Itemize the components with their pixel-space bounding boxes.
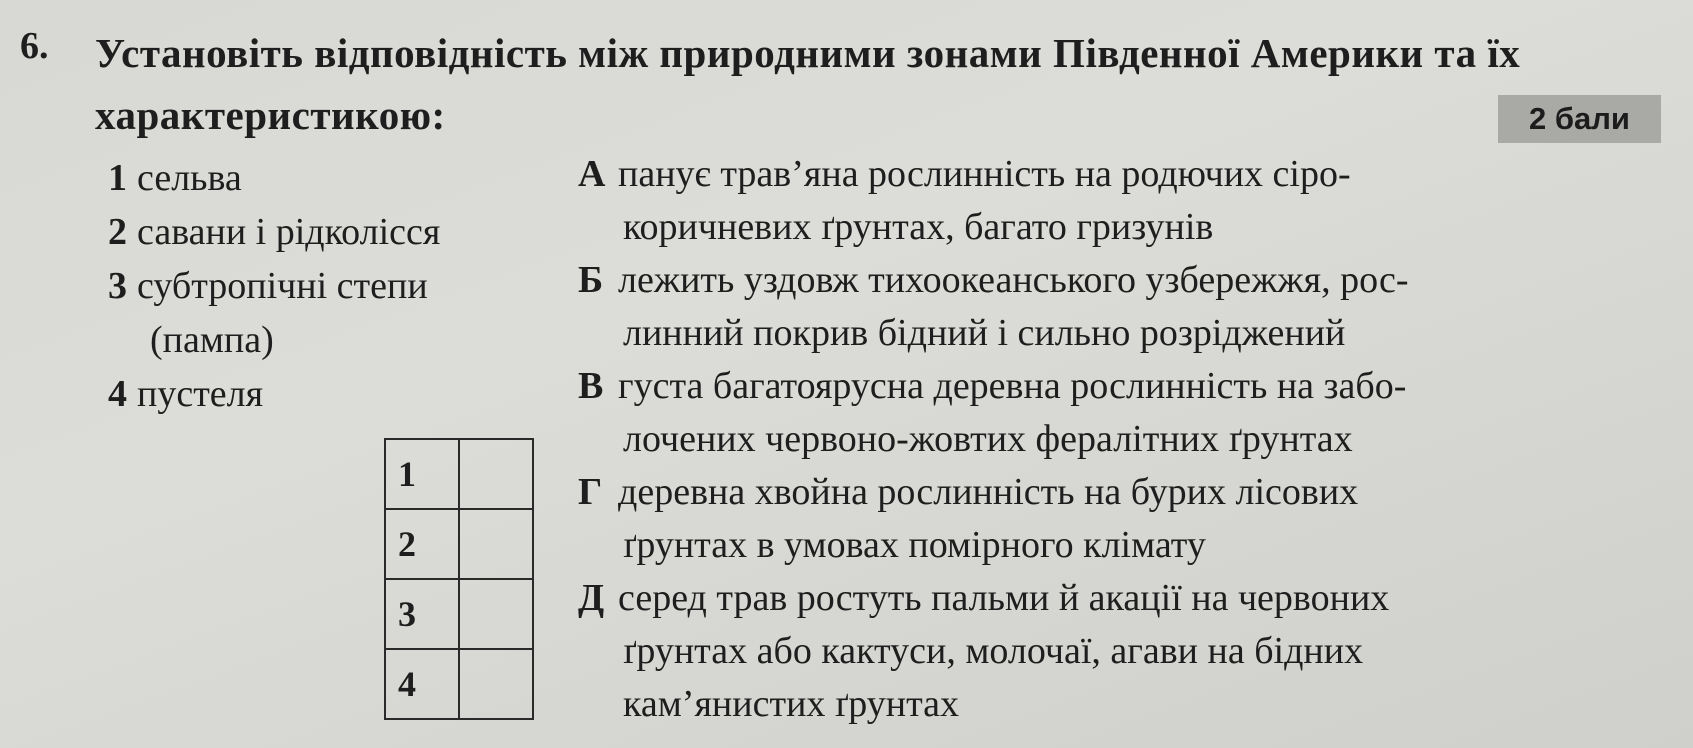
characteristic-letter: А	[578, 153, 606, 195]
characteristic-letter: Д	[578, 577, 605, 619]
zone-label: сельва	[137, 157, 242, 199]
question-number: 6.	[20, 25, 49, 67]
answer-row-label: 2	[385, 509, 459, 579]
zone-number: 3	[108, 265, 127, 307]
characteristic-line: линний покрив бідний і сильно розріджений	[623, 312, 1346, 354]
zone-item-4	[108, 374, 263, 414]
characteristic-h	[578, 466, 1658, 572]
characteristic-line: ґрунтах або кактуси, молочаї, агави на бідних	[623, 630, 1364, 672]
answer-row-label: 3	[385, 579, 459, 649]
zone-item-3-continuation: (пампа)	[150, 319, 274, 361]
characteristic-letter: Г	[578, 471, 603, 513]
characteristic-line: коричневих ґрунтах, багато гризунів	[623, 206, 1214, 248]
characteristic-line: ґрунтах в умовах помірного клімату	[623, 524, 1206, 566]
answer-cell[interactable]	[459, 649, 533, 719]
points-badge: 2 бали	[1498, 95, 1661, 143]
characteristic-v	[578, 360, 1658, 466]
answer-cell[interactable]	[459, 439, 533, 509]
characteristic-line: кам’янистих ґрунтах	[623, 683, 960, 725]
characteristic-line: деревна хвойна рослинність на бурих лісових	[618, 471, 1359, 513]
answer-grid	[384, 438, 534, 720]
characteristic-line: панує трав’яна рослинність на родючих сіро-	[618, 153, 1351, 195]
zone-number: 2	[108, 211, 127, 253]
answer-cell[interactable]	[459, 509, 533, 579]
characteristic-letter: В	[578, 365, 604, 407]
characteristic-letter: Б	[578, 259, 604, 301]
zone-number: 4	[108, 373, 127, 415]
characteristic-line: лочених червоно-жовтих фералітних ґрунтах	[623, 418, 1353, 460]
zone-label: пустеля	[137, 373, 264, 415]
characteristic-b	[578, 254, 1658, 360]
characteristic-a	[578, 148, 1658, 254]
zone-item-3	[108, 266, 428, 306]
answer-row	[385, 509, 533, 579]
question-text: Установіть відповідність між природними зонами Південної Америки та їх характеристикою:	[95, 30, 1521, 138]
answer-cell[interactable]	[459, 579, 533, 649]
characteristic-line: лежить уздовж тихоокеанського узбережжя, рос-	[618, 259, 1409, 301]
zone-label: савани і рідколісся	[137, 211, 441, 253]
zone-label: субтропічні степи	[137, 265, 428, 307]
zone-number: 1	[108, 157, 127, 199]
answer-row	[385, 579, 533, 649]
zone-item-1	[108, 158, 242, 198]
characteristic-line: густа багатоярусна деревна рослинність на забо-	[618, 365, 1407, 407]
zone-item-2	[108, 212, 440, 252]
characteristic-d	[578, 572, 1658, 731]
answer-row-label: 1	[385, 439, 459, 509]
answer-row	[385, 649, 533, 719]
answer-row	[385, 439, 533, 509]
characteristic-line: серед трав ростуть пальми й акації на червоних	[618, 577, 1390, 619]
answer-row-label: 4	[385, 649, 459, 719]
